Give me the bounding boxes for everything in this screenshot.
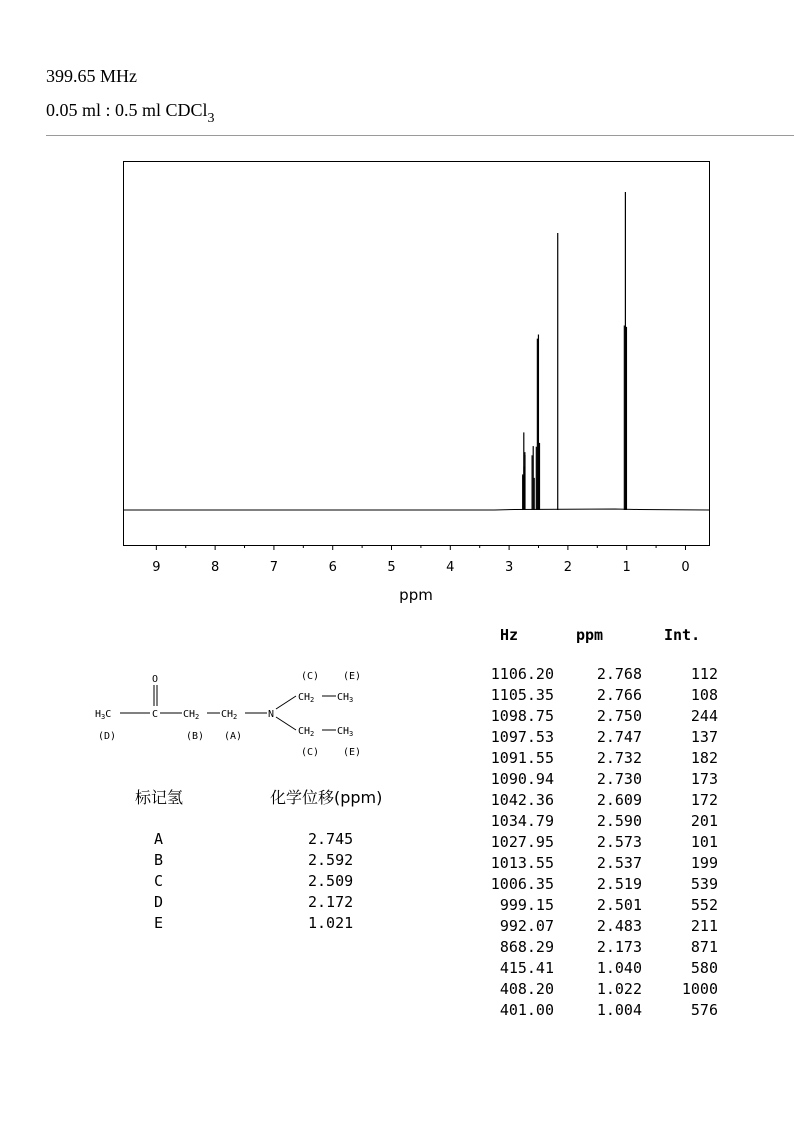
header-ppm: ppm bbox=[576, 626, 604, 644]
assignment-row bbox=[120, 914, 420, 935]
peak-hz: 1090.94 bbox=[490, 770, 554, 788]
spectrum-baseline bbox=[124, 509, 709, 510]
peak-ppm: 2.590 bbox=[596, 812, 642, 830]
peak-hz: 1013.55 bbox=[490, 854, 554, 872]
methylene-b-sub: 2 bbox=[195, 713, 200, 721]
assignment-shift: 2.509 bbox=[308, 872, 354, 890]
peak-int: 871 bbox=[690, 938, 718, 956]
assignment-shift: 2.745 bbox=[308, 830, 354, 848]
assignment-header-shift: 化学位移(ppm) bbox=[270, 788, 383, 807]
peak-row bbox=[470, 854, 730, 875]
peak-int: 201 bbox=[690, 812, 718, 830]
peak-row bbox=[470, 791, 730, 812]
methylene-a-ch: CH bbox=[221, 709, 234, 720]
peak-row bbox=[470, 707, 730, 728]
peak-hz: 1098.75 bbox=[490, 707, 554, 725]
assignment-label: C bbox=[154, 872, 164, 890]
ethyl-top-ch2-ch: CH bbox=[298, 692, 311, 703]
peak-int: 580 bbox=[690, 959, 718, 977]
assignment-row bbox=[120, 830, 420, 851]
ethyl-bottom-ch3 bbox=[337, 726, 353, 738]
header-hz: Hz bbox=[500, 626, 519, 644]
peak-ppm: 2.537 bbox=[596, 854, 642, 872]
peak-hz: 1105.35 bbox=[490, 686, 554, 704]
assignment-row bbox=[120, 851, 420, 872]
peak-row bbox=[470, 833, 730, 854]
label-d: (D) bbox=[98, 731, 117, 742]
x-axis bbox=[152, 545, 689, 575]
assignment-rows bbox=[120, 830, 420, 935]
peak-int: 552 bbox=[690, 896, 718, 914]
peak-ppm: 2.768 bbox=[596, 665, 642, 683]
peak-hz: 1091.55 bbox=[490, 749, 554, 767]
peak-ppm: 2.730 bbox=[596, 770, 642, 788]
x-tick-label-8: 8 bbox=[210, 560, 220, 575]
peak-row bbox=[470, 665, 730, 686]
assignment-label: A bbox=[154, 830, 164, 848]
peak-int: 173 bbox=[690, 770, 718, 788]
x-tick-label-1: 1 bbox=[622, 560, 631, 575]
peak-hz: 1106.20 bbox=[490, 665, 554, 683]
ethyl-top-ch2-sub: 2 bbox=[310, 696, 315, 704]
methyl-group bbox=[95, 709, 111, 721]
label-e-bottom: (E) bbox=[343, 747, 362, 758]
x-tick-label-7: 7 bbox=[269, 560, 279, 575]
ethyl-top-ch3-sub: 3 bbox=[349, 696, 354, 704]
peak-hz: 1097.53 bbox=[490, 728, 554, 746]
x-tick-label-4: 4 bbox=[446, 560, 455, 575]
assignment-row bbox=[120, 893, 420, 914]
peak-row bbox=[470, 770, 730, 791]
ethyl-bottom-ch2-ch: CH bbox=[298, 726, 311, 737]
peak-ppm: 1.022 bbox=[596, 980, 642, 998]
ethyl-bottom-ch2-sub: 2 bbox=[310, 730, 315, 738]
peak-int: 199 bbox=[690, 854, 718, 872]
methyl-c: C bbox=[105, 709, 112, 720]
peak-table-rows bbox=[470, 665, 730, 1022]
peak-ppm: 1.004 bbox=[596, 1001, 642, 1019]
assignment-label: E bbox=[154, 914, 164, 932]
methyl-sub: 3 bbox=[101, 713, 106, 721]
assignment-shift: 1.021 bbox=[308, 914, 354, 932]
peak-ppm: 2.747 bbox=[596, 728, 642, 746]
peak-ppm: 2.766 bbox=[596, 686, 642, 704]
peak-row bbox=[470, 1001, 730, 1022]
peak-hz: 992.07 bbox=[499, 917, 554, 935]
peak-row bbox=[470, 875, 730, 896]
bond-n-ethyl-top bbox=[276, 696, 296, 709]
peak-int: 576 bbox=[690, 1001, 718, 1019]
peak-int: 172 bbox=[690, 791, 718, 809]
peak-row bbox=[470, 896, 730, 917]
peak-int: 112 bbox=[690, 665, 718, 683]
peak-ppm: 2.483 bbox=[596, 917, 642, 935]
peak-row bbox=[470, 728, 730, 749]
peak-int: 539 bbox=[690, 875, 718, 893]
header-int: Int. bbox=[664, 626, 701, 644]
oxygen-atom: O bbox=[152, 674, 159, 685]
x-tick-label-5: 5 bbox=[387, 560, 396, 575]
label-c-bottom: (C) bbox=[301, 747, 320, 758]
peak-row bbox=[470, 959, 730, 980]
ethyl-bottom-ch3-ch: CH bbox=[337, 726, 350, 737]
peak-ppm: 2.573 bbox=[596, 833, 642, 851]
methylene-b-ch: CH bbox=[183, 709, 196, 720]
peak-row bbox=[470, 749, 730, 770]
peak-ppm: 2.750 bbox=[596, 707, 642, 725]
x-tick-label-3: 3 bbox=[504, 560, 514, 575]
peak-hz: 1006.35 bbox=[490, 875, 554, 893]
peak-int: 182 bbox=[690, 749, 718, 767]
peak-int: 108 bbox=[690, 686, 718, 704]
peak-hz: 415.41 bbox=[499, 959, 554, 977]
ethyl-top-ch3-ch: CH bbox=[337, 692, 350, 703]
peak-ppm: 2.173 bbox=[596, 938, 642, 956]
peak-row bbox=[470, 938, 730, 959]
peak-int: 137 bbox=[690, 728, 718, 746]
peak-int: 244 bbox=[690, 707, 718, 725]
peak-row bbox=[470, 686, 730, 707]
assignment-label: B bbox=[154, 851, 164, 869]
methyl-h: H bbox=[95, 709, 102, 720]
x-tick-label-9: 9 bbox=[152, 560, 161, 575]
ethyl-top-ch3 bbox=[337, 692, 353, 704]
methylene-a bbox=[221, 709, 237, 721]
x-axis-label: ppm bbox=[399, 586, 433, 604]
spectrum-peaks bbox=[124, 192, 709, 510]
x-tick-label-2: 2 bbox=[563, 560, 573, 575]
methylene-b bbox=[183, 709, 199, 721]
peak-hz: 999.15 bbox=[499, 896, 554, 914]
solvent-text: 0.05 ml : 0.5 ml CDCl bbox=[46, 100, 208, 120]
peak-int: 101 bbox=[690, 833, 718, 851]
plot-frame bbox=[124, 162, 710, 546]
peak-row bbox=[470, 980, 730, 1001]
peak-ppm: 2.609 bbox=[596, 791, 642, 809]
assignment-shift: 2.592 bbox=[308, 851, 354, 869]
peak-hz: 868.29 bbox=[499, 938, 554, 956]
methylene-a-sub: 2 bbox=[233, 713, 238, 721]
spectrometer-frequency: 399.65 MHz bbox=[46, 66, 137, 86]
label-c-top: (C) bbox=[301, 671, 320, 682]
peak-row bbox=[470, 812, 730, 833]
label-b: (B) bbox=[186, 731, 205, 742]
label-a: (A) bbox=[224, 731, 243, 742]
peak-ppm: 2.501 bbox=[596, 896, 642, 914]
solvent-subscript: 3 bbox=[207, 111, 215, 126]
peak-hz: 408.20 bbox=[499, 980, 554, 998]
bond-n-ethyl-bottom bbox=[276, 717, 296, 730]
peak-ppm: 2.519 bbox=[596, 875, 642, 893]
peak-row bbox=[470, 917, 730, 938]
assignment-shift: 2.172 bbox=[308, 893, 354, 911]
label-e-top: (E) bbox=[343, 671, 362, 682]
ethyl-bottom-ch2 bbox=[298, 726, 314, 738]
assignment-row bbox=[120, 872, 420, 893]
peak-hz: 1034.79 bbox=[490, 812, 554, 830]
x-tick-label-6: 6 bbox=[328, 560, 337, 575]
peak-int: 211 bbox=[690, 917, 718, 935]
assignment-label: D bbox=[154, 893, 164, 911]
carbonyl-carbon: C bbox=[152, 709, 159, 720]
x-tick-label-0: 0 bbox=[681, 560, 690, 575]
ethyl-top-ch2 bbox=[298, 692, 314, 704]
peak-hz: 401.00 bbox=[499, 1001, 554, 1019]
peak-ppm: 1.040 bbox=[596, 959, 642, 977]
assignment-header-label: 标记氢 bbox=[135, 788, 184, 807]
peak-int: 1000 bbox=[681, 980, 718, 998]
peak-ppm: 2.732 bbox=[596, 749, 642, 767]
ethyl-bottom-ch3-sub: 3 bbox=[349, 730, 354, 738]
nitrogen-atom: N bbox=[268, 709, 275, 720]
molecule-structure bbox=[90, 665, 390, 765]
peak-hz: 1027.95 bbox=[490, 833, 554, 851]
peak-hz: 1042.36 bbox=[490, 791, 554, 809]
peak-table-header bbox=[470, 626, 730, 646]
